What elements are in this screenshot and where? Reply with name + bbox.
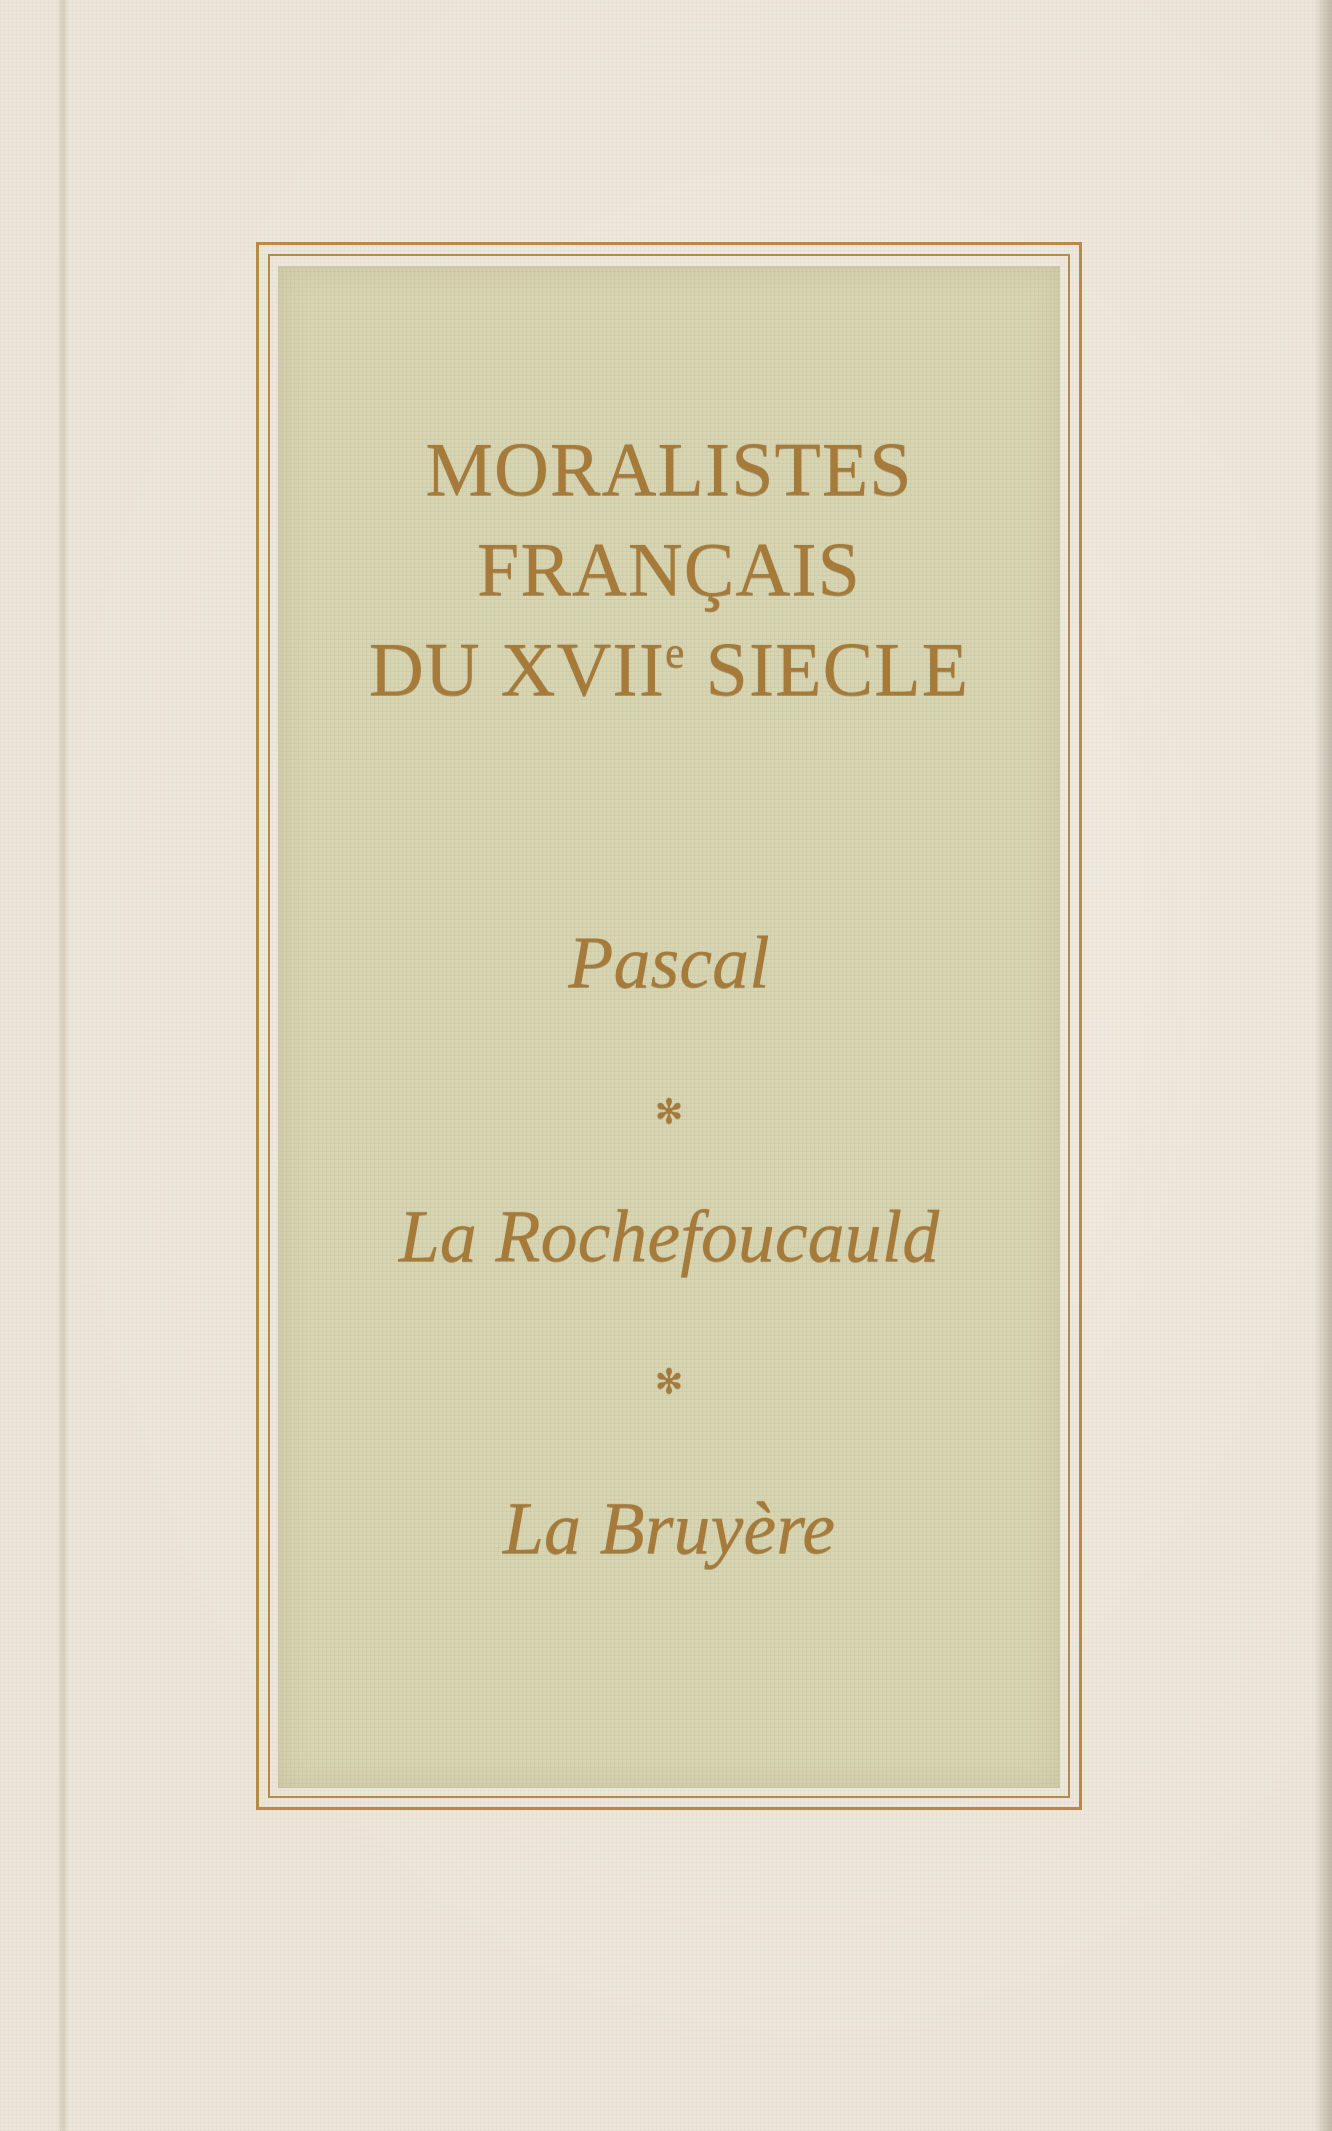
author-pascal: Pascal bbox=[568, 922, 770, 1004]
spine-groove bbox=[58, 0, 68, 2131]
title-line-2: FRANÇAIS bbox=[477, 528, 861, 612]
title-superscript: e bbox=[665, 628, 686, 677]
author-la-bruyere: La Bruyère bbox=[502, 1488, 836, 1570]
author-la-rochefoucauld: La Rochefoucauld bbox=[398, 1196, 940, 1278]
cover-edge-shadow bbox=[1314, 0, 1332, 2131]
title-line-3-suffix: SIECLE bbox=[685, 628, 970, 712]
title-line-3 bbox=[278, 620, 1060, 720]
asterisk-ornament-icon: ✻ bbox=[654, 1362, 684, 1402]
book-title bbox=[278, 420, 1060, 720]
title-line-1: MORALISTES bbox=[425, 428, 913, 512]
title-line-3-main: DU XVII bbox=[368, 628, 666, 712]
asterisk-ornament-icon: ✻ bbox=[654, 1092, 684, 1132]
